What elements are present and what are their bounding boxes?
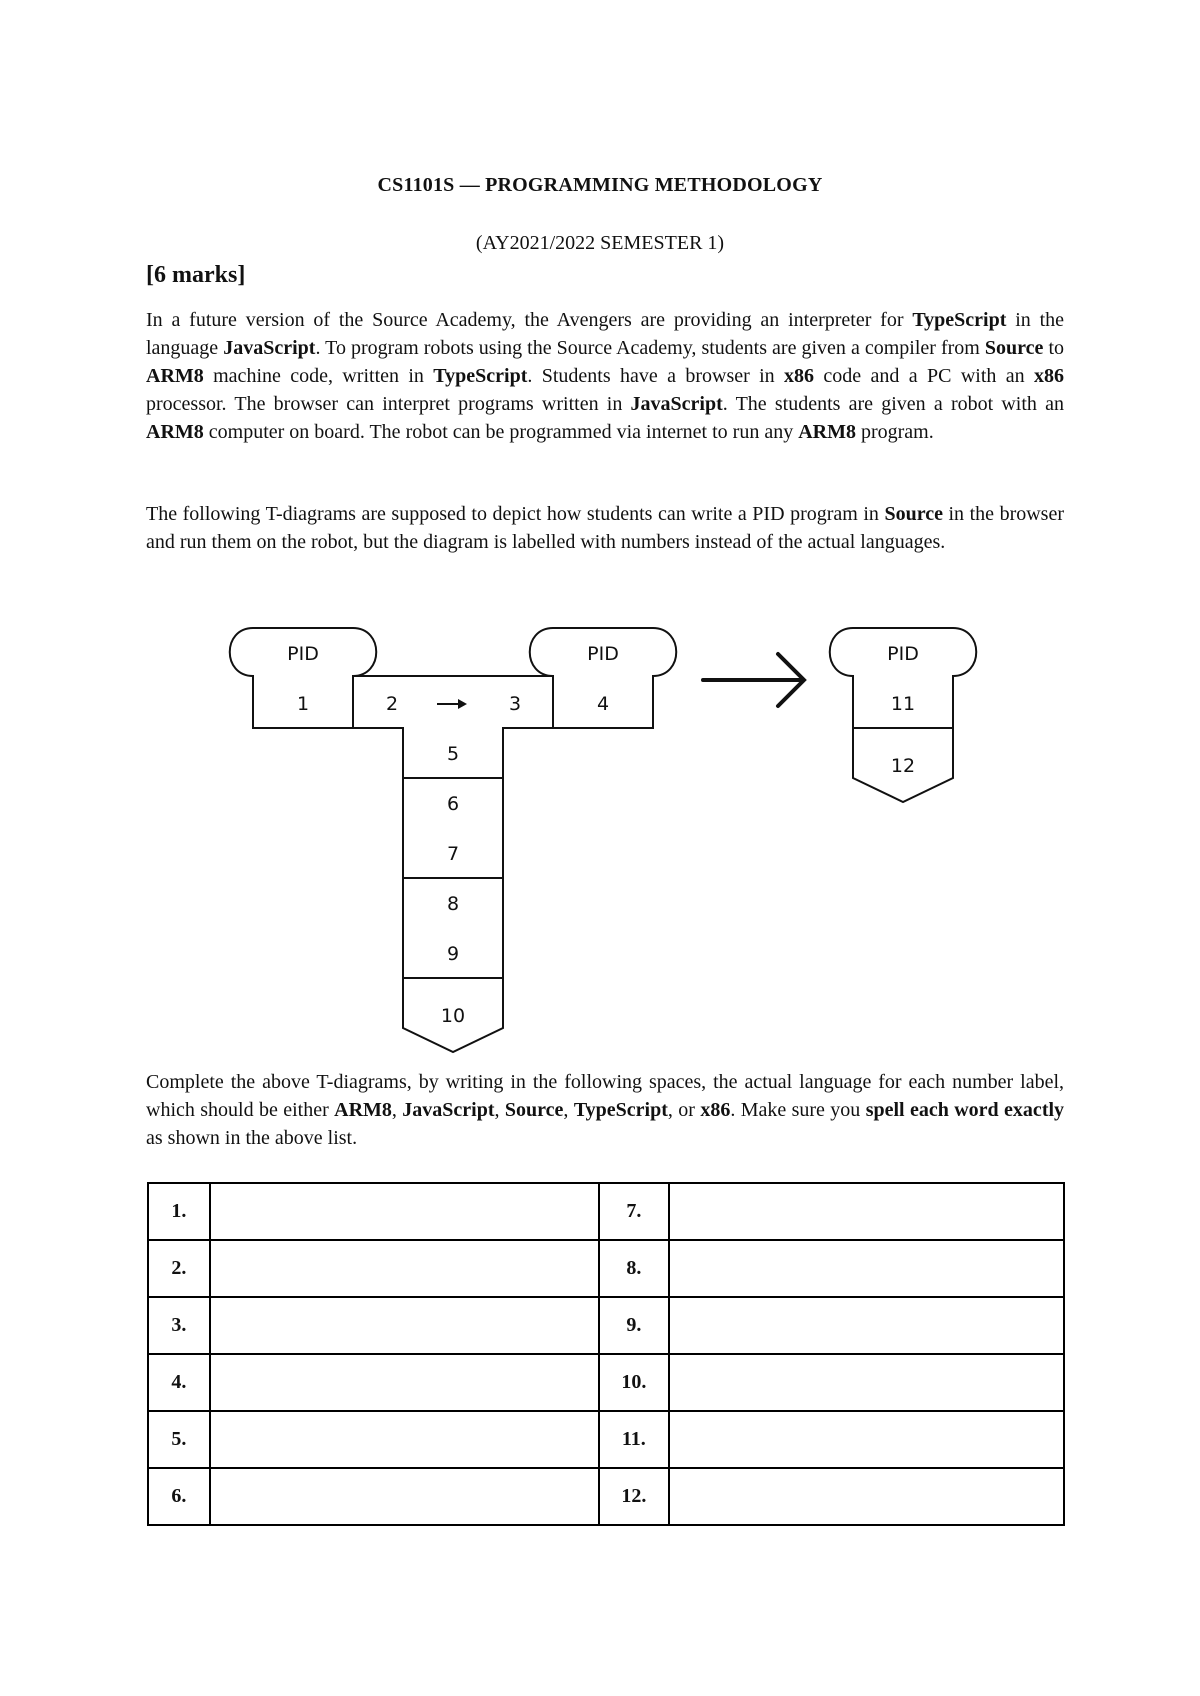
- answer-blank[interactable]: [210, 1297, 599, 1354]
- compile-arrow: [437, 699, 467, 709]
- diagram-label-2: 2: [385, 693, 399, 715]
- answer-blank[interactable]: [669, 1183, 1064, 1240]
- bold-term: Source: [504, 1099, 564, 1121]
- text-run: . The students are given a robot with an: [722, 393, 1064, 415]
- answer-blank[interactable]: [210, 1354, 599, 1411]
- t-diagram: [0, 610, 1200, 1070]
- diagram-label-4: 4: [596, 693, 610, 715]
- bold-term: JavaScript: [402, 1099, 495, 1121]
- text-run: machine code, written in: [203, 365, 434, 387]
- table-row: [148, 1297, 1064, 1354]
- text-run: computer on board. The robot can be programmed via internet to run any: [203, 421, 799, 443]
- answer-blank[interactable]: [669, 1297, 1064, 1354]
- diagram-label-9: 9: [446, 943, 460, 965]
- diagram-label-10: 10: [440, 1005, 466, 1027]
- table-row: [148, 1468, 1064, 1525]
- diagram-label-11: 11: [890, 693, 916, 715]
- text-run: as shown in the above list.: [146, 1127, 358, 1149]
- bold-term: ARM8: [146, 421, 204, 443]
- answer-number: 3.: [148, 1297, 210, 1354]
- text-run: in the browser and run them on the robot, but the diagram is labelled with numbers instead of the actual languages.: [146, 503, 1064, 553]
- text-run: Complete the above T-diagrams, by writing in the following spaces, the actual language for each number label, which should be either: [146, 1071, 1064, 1121]
- text-run: , or: [667, 1099, 701, 1121]
- answer-number: 8.: [599, 1240, 669, 1297]
- answer-blank[interactable]: [210, 1468, 599, 1525]
- pid-label-right: PID: [887, 643, 919, 665]
- table-row: [148, 1354, 1064, 1411]
- text-run: in the language: [146, 309, 1064, 359]
- answer-number: 9.: [599, 1297, 669, 1354]
- answer-number: 1.: [148, 1183, 210, 1240]
- answer-blank[interactable]: [210, 1240, 599, 1297]
- answer-number: 12.: [599, 1468, 669, 1525]
- question-marks: [6 marks]: [146, 262, 246, 288]
- answer-number: 2.: [148, 1240, 210, 1297]
- text-run: to: [1043, 337, 1065, 359]
- diagram-label-7: 7: [446, 843, 460, 865]
- bold-term: JavaScript: [630, 393, 723, 415]
- text-run: . To program robots using the Source Academy, students are given a compiler from: [315, 337, 985, 359]
- answer-blank[interactable]: [210, 1183, 599, 1240]
- answer-number: 7.: [599, 1183, 669, 1240]
- text-run: processor. The browser can interpret programs written in: [146, 393, 631, 415]
- bold-term: Source: [984, 337, 1044, 359]
- text-run: In a future version of the Source Academy, the Avengers are providing an interpreter for: [146, 309, 913, 331]
- bold-term: Source: [884, 503, 943, 525]
- answer-blank[interactable]: [669, 1354, 1064, 1411]
- question-paragraph-1: [146, 306, 1064, 446]
- answer-table: [147, 1182, 1065, 1526]
- bold-term: x86: [700, 1099, 731, 1121]
- bold-term: ARM8: [334, 1099, 392, 1121]
- pid-label-left: PID: [287, 643, 319, 665]
- diagram-label-5: 5: [446, 743, 460, 765]
- instructions-paragraph: [146, 1068, 1064, 1152]
- text-run: ,: [494, 1099, 505, 1121]
- page-title: CS1101S — PROGRAMMING METHODOLOGY: [377, 174, 823, 196]
- exam-semester: (AY2021/2022 SEMESTER 1): [475, 232, 725, 254]
- answer-blank[interactable]: [210, 1411, 599, 1468]
- answer-number: 10.: [599, 1354, 669, 1411]
- text-run: . Make sure you: [730, 1099, 866, 1121]
- text-run: The following T-diagrams are supposed to depict how students can write a PID program in: [146, 503, 885, 525]
- table-row: [148, 1411, 1064, 1468]
- diagram-label-1: 1: [296, 693, 310, 715]
- diagram-label-12: 12: [890, 755, 916, 777]
- bold-term: TypeScript: [573, 1099, 668, 1121]
- diagram-label-3: 3: [508, 693, 522, 715]
- result-arrow: [703, 654, 804, 706]
- text-run: program.: [855, 421, 934, 443]
- answer-blank[interactable]: [669, 1411, 1064, 1468]
- bold-term: ARM8: [798, 421, 856, 443]
- diagram-label-8: 8: [446, 893, 460, 915]
- pid-label-mid: PID: [587, 643, 619, 665]
- answer-number: 6.: [148, 1468, 210, 1525]
- bold-term: TypeScript: [433, 365, 528, 387]
- bold-term: TypeScript: [912, 309, 1007, 331]
- diagram-label-6: 6: [446, 793, 460, 815]
- bold-term: ARM8: [146, 365, 204, 387]
- bold-term: spell each word exactly: [865, 1099, 1065, 1121]
- text-run: ,: [391, 1099, 403, 1121]
- question-paragraph-2: [146, 500, 1064, 556]
- text-run: . Students have a browser in: [527, 365, 785, 387]
- answer-number: 5.: [148, 1411, 210, 1468]
- text-run: code and a PC with an: [814, 365, 1034, 387]
- bold-term: x86: [1034, 365, 1064, 387]
- bold-term: x86: [784, 365, 815, 387]
- table-row: [148, 1240, 1064, 1297]
- answer-blank[interactable]: [669, 1468, 1064, 1525]
- answer-number: 4.: [148, 1354, 210, 1411]
- answer-number: 11.: [599, 1411, 669, 1468]
- text-run: ,: [563, 1099, 574, 1121]
- table-row: [148, 1183, 1064, 1240]
- bold-term: JavaScript: [223, 337, 316, 359]
- answer-blank[interactable]: [669, 1240, 1064, 1297]
